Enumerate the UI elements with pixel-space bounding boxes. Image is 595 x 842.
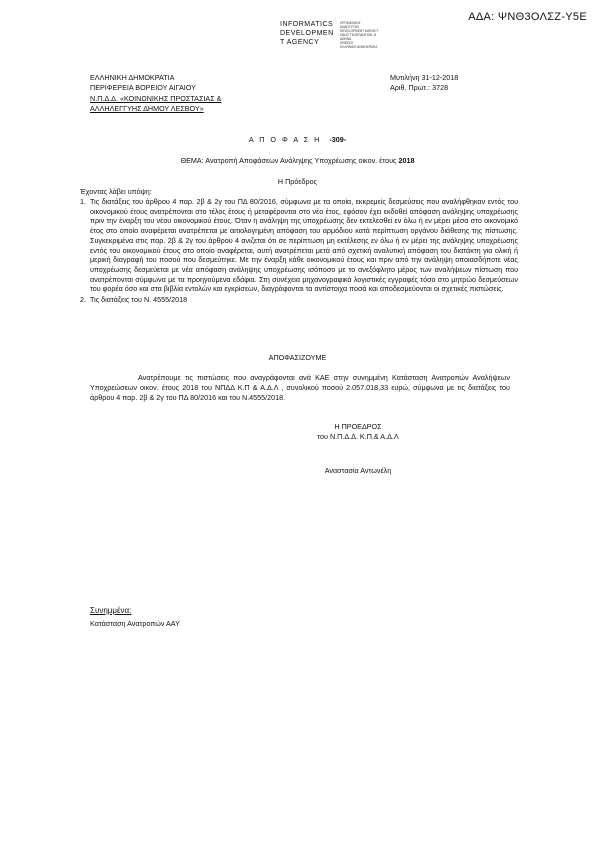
logo-small-line: ΟΡΓΑΝΙΣΜΟΣ — [340, 21, 361, 25]
considerations-list — [80, 197, 518, 306]
logo-line-1: INFORMATICS — [280, 21, 334, 28]
president-title: Η ΠΡΟΕΔΡΟΣ — [334, 422, 382, 431]
decision-label: Α Π Ο Φ Α Σ Η — [248, 135, 322, 144]
subject-label: ΘΕΜΑ: — [180, 156, 204, 165]
logo-line-3: T AGENCY — [280, 38, 320, 46]
logo-small-line: GREECE — [340, 41, 354, 45]
logo-small-line: DEVELOPMENT AGENCY — [340, 29, 379, 33]
subject-text: Ανατροπή Αποφάσεων Ανάληψης Υποχρέωσης οικον. έτους — [205, 156, 397, 165]
president-org: του Ν.Π.Δ.Δ. Κ.Π.& Α.Δ.Λ — [317, 432, 399, 442]
decide-heading: ΑΠΟΦΑΣΙΖΟΥΜΕ — [268, 353, 327, 362]
agency-logo-text — [280, 21, 334, 47]
protocol-number: Αριθ. Πρωτ.: 3728 — [390, 83, 449, 93]
sender-line: Ν.Π.Δ.Δ. «ΚΟΙΝΩΝΙΚΗΣ ΠΡΟΣΤΑΣΙΑΣ & — [90, 93, 222, 103]
logo-small-line: ΕΛΛΗΝΙΚΗ ΔΗΜΟΚΡΑΤΙΑ — [340, 45, 378, 49]
list-item-number: 1. — [80, 197, 86, 206]
signature-block — [288, 422, 428, 442]
list-item — [80, 295, 518, 305]
sender-line: ΕΛΛΗΝΙΚΗ ΔΗΜΟΚΡΑΤΙΑ — [90, 73, 175, 82]
decision-number: -309- — [329, 135, 347, 144]
list-item-text: Τις διατάξεις του άρθρου 4 παρ. 2β & 2γ του ΠΔ 80/2016, σύμφωνα με τα οποία, εκκρεμείς δεσμεύσεις που αναλήφθηκαν εντός του οικονομικού έτους ανατρέπονται στο τέλος έτους ή μεταφέρονται στο νέο έτος, εφόσον έχει εκδοθεί απόφαση ανάληψης υποχρέωσης πριν την έναρξη του νέου οικονομικού έτους. Όταν η ανάληψη της υποχρέωσης δεν εκτελεσθεί εν όλω ή εν μέρει μέσα στο οικονομικό έτος στο οποίο αναφέρεται ανατρέπεται με αιτιολογημένη απόφαση του αρμόδιου κατά περίπτωση οργάνου διάθεσης της πίστωσης. Συγκεκριμένα στις παρ. 2β & 2γ του άρθρου 4 ανιζεται ότι σε περίπτωση μη εκτέλεσης εν όλω ή εν μέρει της ανάληψης υποχρέωσης εντός του οικονομικού έτους στο οποίο αναφέρεται, αυτή ανατρέπεται μετά από σχετική αναλυτική απόφαση του διατάκτη για ολική ή μερική διαγραφή του ποσού που δεσμεύτηκε. Με την έναρξη κάθε οικονομικού έτους και πριν από την ανάληψη οποιασδήποτε νέας υποχρέωσης δεσμεύεται με νέα απόφαση ανάληψης υποχρέωσης ισόποσο με το ανεξόφλητο μέρος των αναλήψεων πίστωση που ανατρέπονται σύμφωνα με τα προηγούμενα εδάφια. Στη συνέχεια μηχανογραφικά λογιστικές εγγραφές τόσο στο μητρώο δεσμεύσεων του φορέα όσο και στα βιβλία εντολών και εγκρίσεων, διαγράφονται τα αντίστοιχα ποσά και αποδεσμεύονται οι σχετικές πιστώσεις. — [90, 197, 518, 294]
attachments-label: Συνημμένα: — [90, 606, 132, 615]
sender-line: ΠΕΡΙΦΕΡΕΙΑ ΒΟΡΕΙΟΥ ΑΙΓΑΙΟΥ — [90, 83, 196, 93]
having-considered: Έχοντας λάβει υπόψη: — [80, 187, 152, 196]
decide-paragraph: Ανατρέπουμε τις πιστώσεις που αναγράφονται ανά ΚΑΕ στην συνημμένη Κατάσταση Ανατροπών Αναλήψεων Υποχρεώσεων οικον. έτους 2018 του ΝΠΔΔ Κ.Π & Α.Δ.Λ , συνολικού ποσού 2.057.018,33 ευρώ, σύμφωνα με τις διατάξεις του άρθρου 4 παρ. 2β & 2γ του ΠΔ 80/2016 και του Ν.4555/2018. — [90, 373, 510, 403]
list-item — [80, 197, 518, 294]
agency-logo-small-print — [340, 21, 378, 49]
logo-small-line: ΟΔΟΣ ΤΕΛΕΠΑΝΤΙΩΝ 11 — [340, 33, 377, 37]
sender-line: ΑΛΛΗΛΕΓΓΥΗΣ ΔΗΜΟΥ ΛΕΣΒΟΥ» — [90, 104, 204, 114]
logo-line-2: DEVELOPMEN — [280, 29, 334, 37]
list-item-number: 2. — [80, 295, 86, 305]
list-item-text: Τις διατάξεις του Ν. 4555/2018 — [90, 295, 188, 305]
authority-heading: Η Πρόεδρος — [277, 177, 318, 186]
logo-small-line: ΑΘΗΝΑ — [340, 37, 352, 41]
document-date: Μυτιλήνη 31-12-2018 — [390, 73, 459, 82]
ada-code: ΑΔΑ: ΨΝΘ3ΟΛΣΖ-Υ5Ε — [468, 11, 587, 23]
decision-heading — [0, 135, 595, 145]
signer-name: Αναστασία Αντωνέλη — [324, 466, 392, 475]
logo-small-line: ΑΝΑΠΤΥΞΗΣ — [340, 25, 360, 29]
attachment-item: Κατάσταση Ανατροπών ΑΑΥ — [90, 619, 180, 628]
sender-block — [90, 73, 221, 115]
subject-line — [0, 156, 595, 166]
subject-year: 2018 — [398, 156, 415, 165]
meta-block — [390, 73, 458, 94]
